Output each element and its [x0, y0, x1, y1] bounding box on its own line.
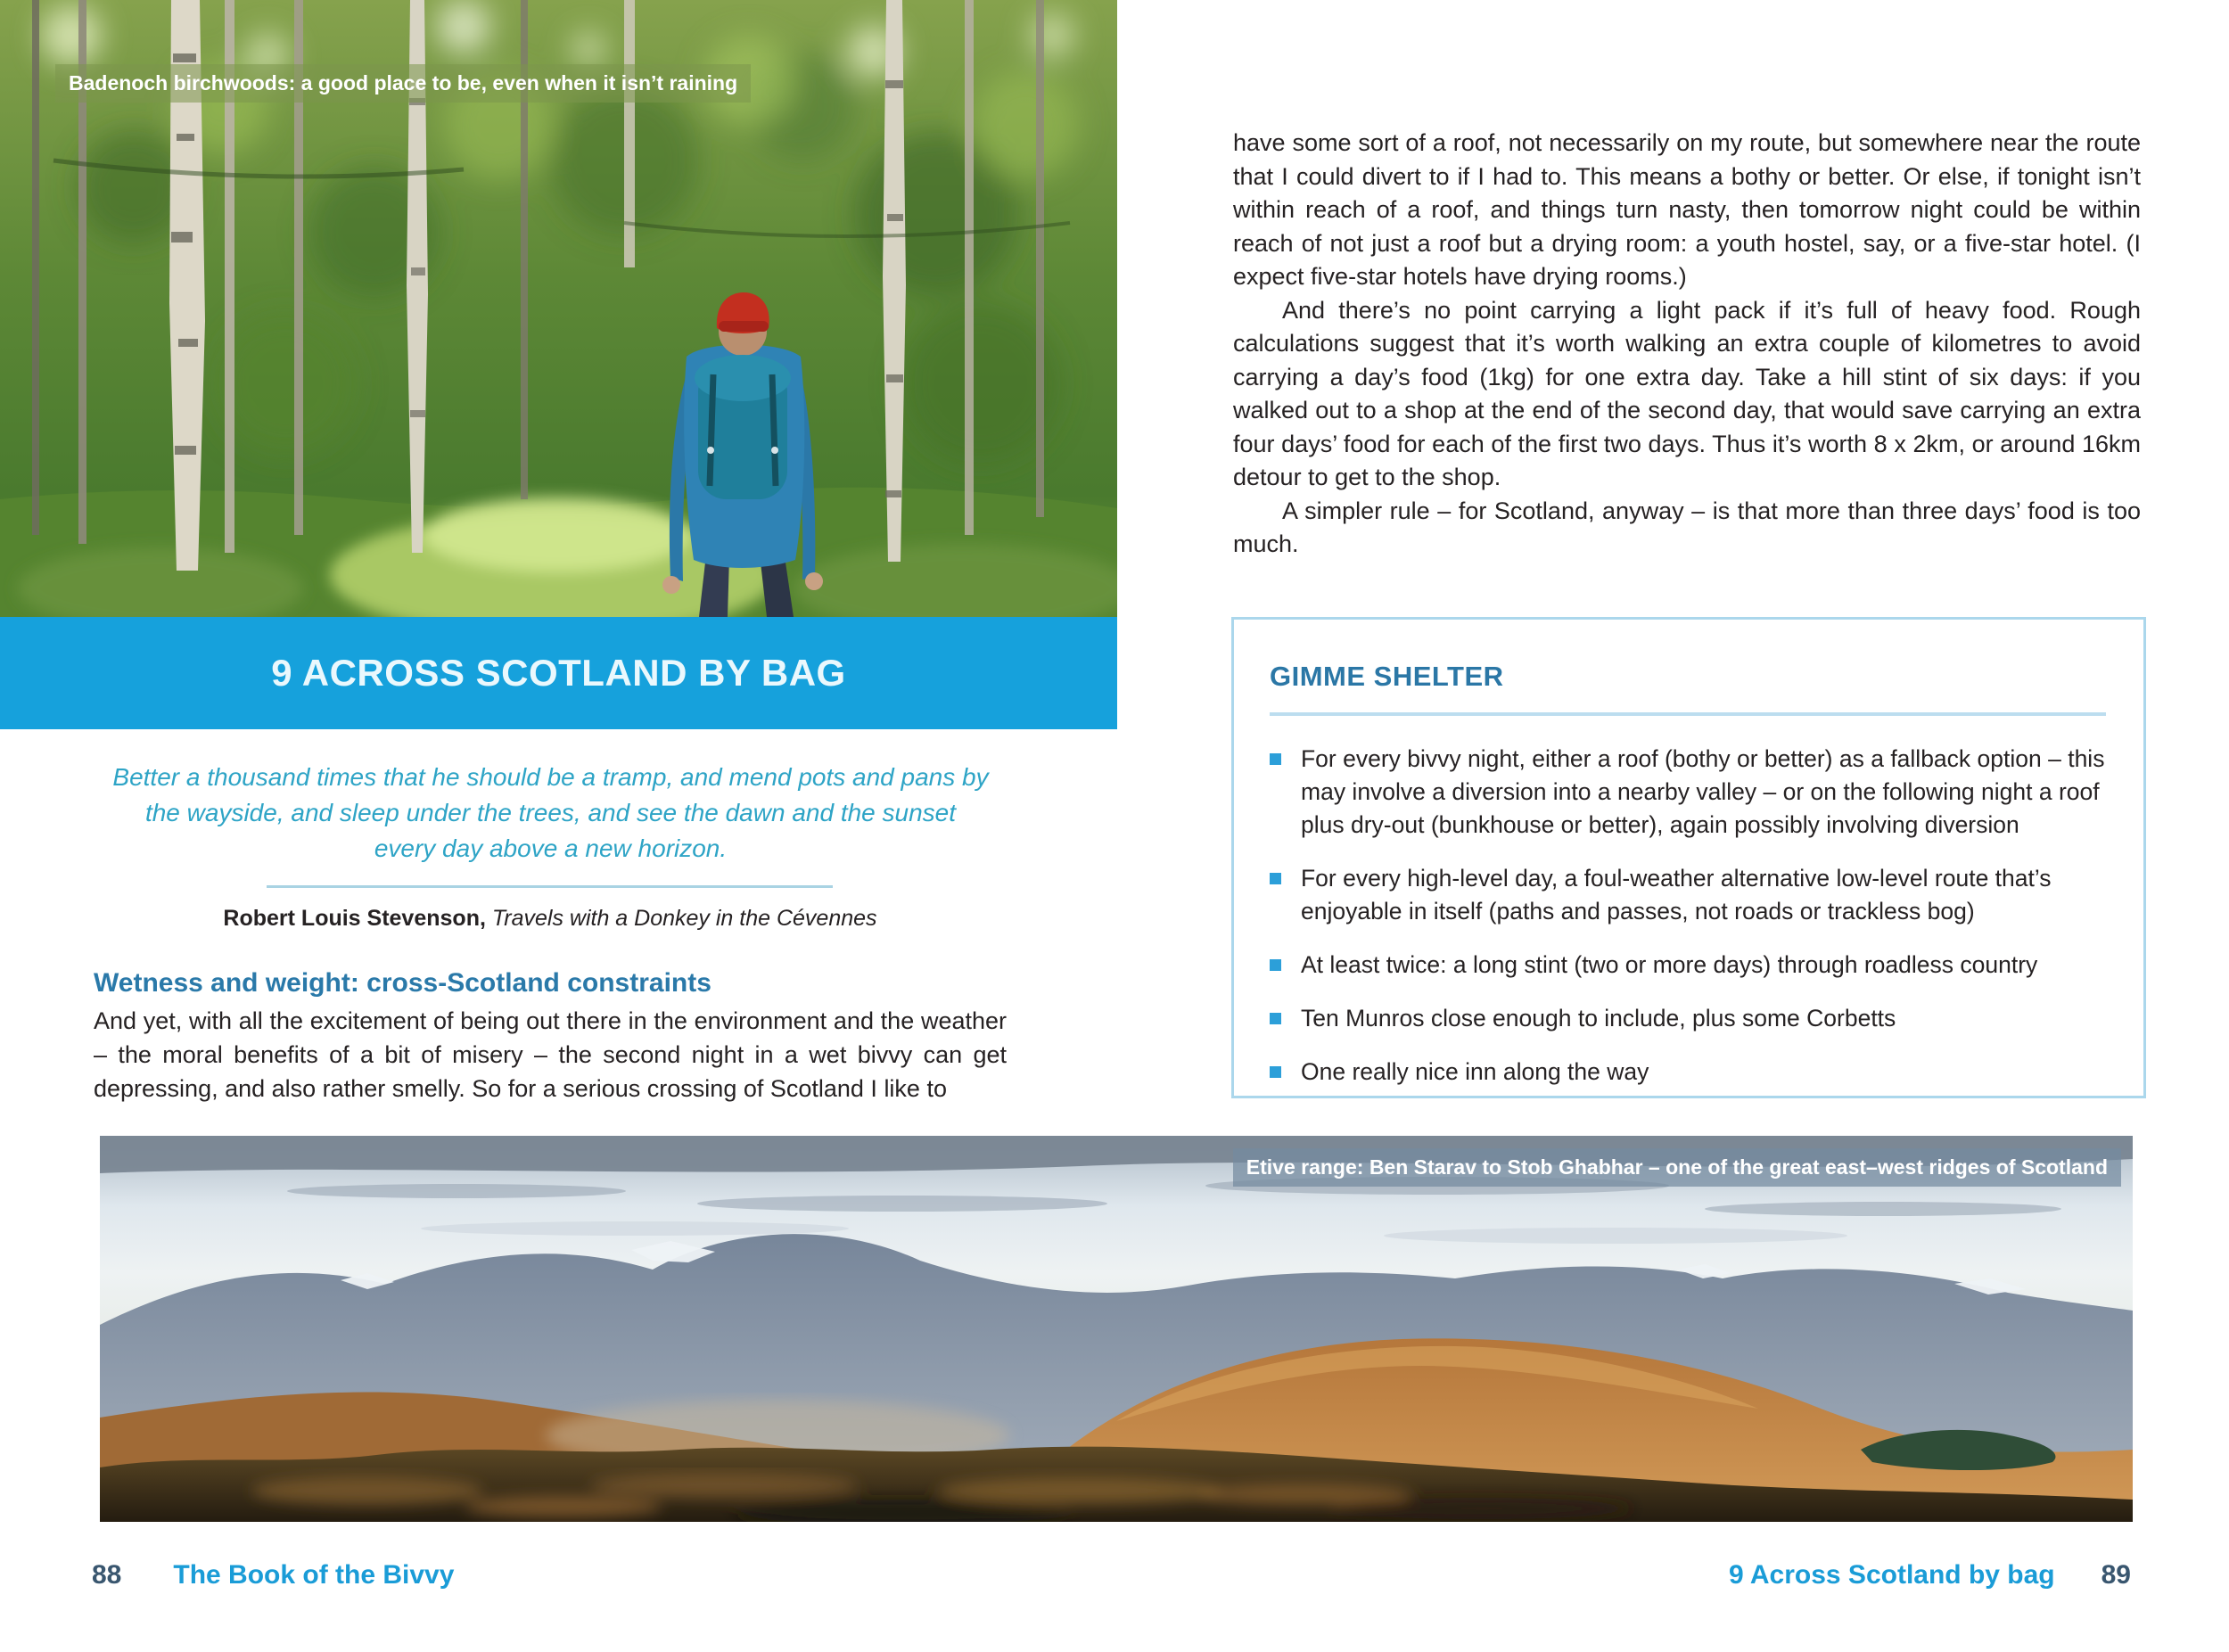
quote-source: Travels with a Donkey in the Cévennes	[491, 906, 877, 931]
shelter-box-rule	[1270, 712, 2106, 716]
running-head-book-title: The Book of the Bivvy	[173, 1560, 455, 1590]
epigraph-quote: Better a thousand times that he should be a tramp, and mend pots and pans by the wayside, and sleep under the trees, and see the dawn and the sunset every day above a new horizon.	[112, 763, 989, 862]
left-page-footer	[92, 1560, 454, 1590]
section-heading: Wetness and weight: cross-Scotland constraints	[94, 968, 711, 998]
bullet-text: For every high-level day, a foul-weather alternative low-level route that’s enjoyable in itself (paths and passes, not roads or trackless bog)	[1301, 865, 2052, 925]
list-item	[1270, 1056, 2106, 1089]
square-bullet-icon	[1270, 1013, 1281, 1024]
bottom-photo-caption: Etive range: Ben Starav to Stob Ghabhar – one of the great east–west ridges of Scotland	[1233, 1148, 2121, 1187]
list-item	[1270, 949, 2106, 982]
square-bullet-icon	[1270, 959, 1281, 971]
list-item	[1270, 862, 2106, 928]
page-number: 89	[2101, 1560, 2131, 1590]
etive-range-photo	[100, 1136, 2133, 1522]
quote-author: Robert Louis Stevenson,	[223, 906, 486, 931]
running-head-chapter-title: 9 Across Scotland by bag	[1728, 1560, 2055, 1590]
square-bullet-icon	[1270, 753, 1281, 765]
bullet-text: At least twice: a long stint (two or more days) through roadless country	[1301, 951, 2038, 978]
right-page-footer	[1729, 1560, 2131, 1590]
chapter-title-bar	[0, 617, 1117, 729]
body-paragraph: have some sort of a roof, not necessarily on my route, but somewhere near the route that I could divert to if I had to. This means a bothy or better. Or else, if tonight isn’t within reach of a roof, and things turn nasty, then tomorrow night could be within reach of not just a roof but a drying room: a youth hostel, say, or a five-star hotel. (I expect five-star hotels have drying rooms.)	[1233, 129, 2141, 290]
list-item	[1270, 1002, 2106, 1035]
chapter-title: 9 ACROSS SCOTLAND BY BAG	[271, 652, 846, 694]
quote-attribution	[104, 906, 996, 932]
top-photo-caption: Badenoch birchwoods: a good place to be, even when it isn’t raining	[55, 64, 751, 103]
left-body-paragraph: And yet, with all the excitement of being out there in the environment and the weather – the moral benefits of a bit of misery – the second night in a wet bivvy can get depressing, and also rather smelly. So for a serious crossing of Scotland I like to	[94, 1007, 1007, 1102]
square-bullet-icon	[1270, 873, 1281, 884]
quote-divider	[267, 885, 833, 888]
bullet-text: Ten Munros close enough to include, plus some Corbetts	[1301, 1005, 1896, 1031]
bullet-text: One really nice inn along the way	[1301, 1058, 1649, 1085]
gimme-shelter-box	[1231, 617, 2146, 1098]
right-body-column	[1233, 127, 2141, 562]
birchwood-photo	[0, 0, 1117, 617]
page-number: 88	[92, 1560, 122, 1590]
body-paragraph: And there’s no point carrying a light pack if it’s full of heavy food. Rough calculations suggest that it’s worth walking an extra couple of kilometres to avoid carrying a day’s food (1kg) for one extra day. Take a hill stint of six days: if you walked out to a shop at the end of the second day, that would save carrying an extra four days’ food for each of the first two days. Thus it’s worth 8 x 2km, or around 16km detour to get to the shop.	[1233, 296, 2141, 490]
mountain-panorama-illustration	[100, 1136, 2133, 1522]
body-paragraph: A simpler rule – for Scotland, anyway – is that more than three days’ food is too much.	[1233, 497, 2141, 557]
shelter-bullet-list	[1270, 743, 2106, 1089]
list-item	[1270, 743, 2106, 842]
square-bullet-icon	[1270, 1066, 1281, 1078]
bullet-text: For every bivvy night, either a roof (bothy or better) as a fallback option – this may involve a diversion into a nearby valley – or on the following night a roof plus dry-out (bunkhouse or better), again possibly involving diversion	[1301, 745, 2105, 838]
shelter-box-heading: GIMME SHELTER	[1270, 661, 1504, 692]
